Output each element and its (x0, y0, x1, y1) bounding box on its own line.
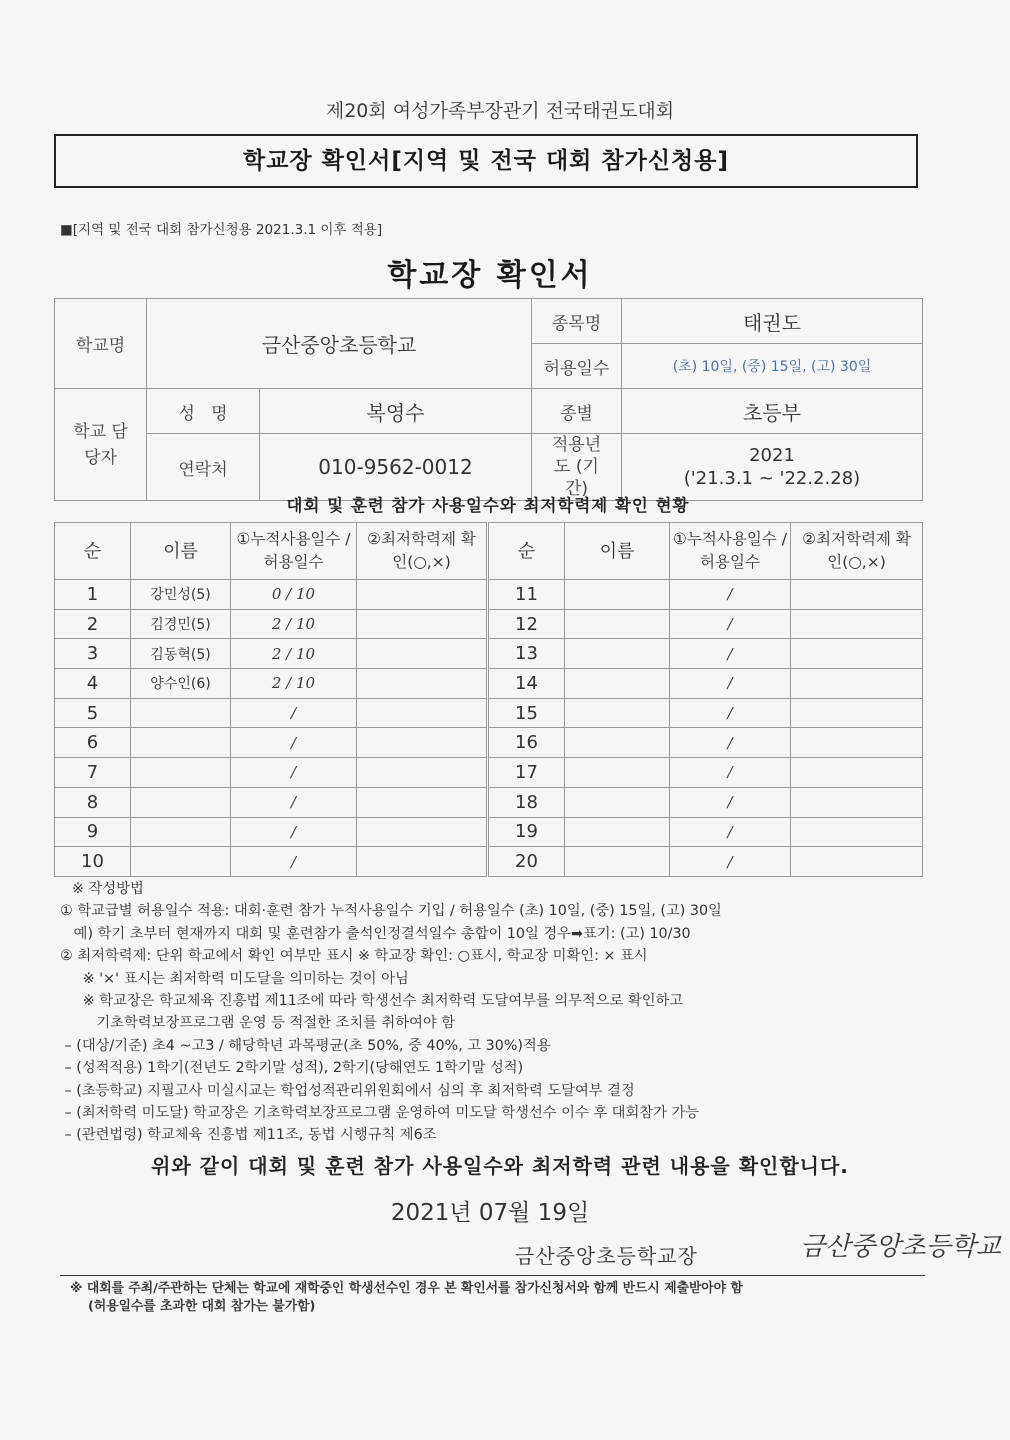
student-name (565, 609, 670, 639)
form-title-box: 학교장 확인서[지역 및 전국 대회 참가신청용] (54, 134, 918, 188)
academic-check (357, 787, 487, 817)
row-number: 5 (55, 698, 131, 728)
instruction-line: ※ 학교장은 학교체육 진흥법 제11조에 따라 학생선수 최저학력 도달여부를 의무적으로 확인하고 (60, 993, 684, 1010)
contact-value: 010-9562-0012 (260, 434, 532, 501)
academic-check (357, 817, 487, 847)
table-row (489, 728, 923, 758)
name-label: 성 명 (147, 389, 260, 434)
table-row (489, 580, 923, 610)
principal-title: 금산중앙초등학교장 (515, 1244, 698, 1268)
academic-check (791, 847, 923, 877)
academic-check (791, 609, 923, 639)
row-number: 7 (55, 758, 131, 788)
row-number: 13 (489, 639, 565, 669)
row-number: 16 (489, 728, 565, 758)
instruction-line: – (초등학교) 지필고사 미실시교는 학업성적관리위원회에서 심의 후 최저학력 도달여부 결정 (60, 1082, 635, 1099)
header-name: 이름 (131, 523, 231, 580)
academic-check (357, 728, 487, 758)
academic-check (357, 580, 487, 610)
days-used: / (670, 639, 791, 669)
days-used: / (670, 817, 791, 847)
row-number: 8 (55, 787, 131, 817)
table-row (55, 817, 487, 847)
academic-check (791, 580, 923, 610)
document-title: 학교장 확인서 (387, 258, 593, 293)
allowed-days-label: 허용일수 (532, 344, 622, 389)
academic-check (791, 728, 923, 758)
applicability-notice: ■[지역 및 전국 대회 참가신청용 2021.3.1 이후 적용] (60, 222, 383, 238)
student-name (565, 847, 670, 877)
student-name (131, 698, 231, 728)
student-name (565, 817, 670, 847)
table-row (55, 787, 487, 817)
school-info-table (54, 298, 923, 501)
table-row (55, 669, 487, 699)
divider (60, 1275, 925, 1276)
principal-signature: 금산중앙초등학교 (800, 1232, 1001, 1262)
section-title: 대회 및 훈련 참가 사용일수와 최저학력제 확인 현황 (286, 496, 690, 515)
table-row (489, 787, 923, 817)
table-row (489, 669, 923, 699)
manager-label: 학교 담당자 (55, 389, 147, 501)
footnote (70, 1280, 743, 1316)
days-used: / (670, 728, 791, 758)
days-used: / (231, 698, 357, 728)
days-used: / (670, 609, 791, 639)
table-row (55, 609, 487, 639)
period-value: ('21.3.1 ~ '22.2.28) (683, 468, 861, 489)
school-label: 학교명 (55, 299, 147, 389)
days-used: / (670, 847, 791, 877)
table-row (55, 698, 487, 728)
days-used: 2 / 10 (231, 639, 357, 669)
days-used: / (231, 728, 357, 758)
student-name (131, 728, 231, 758)
row-number: 20 (489, 847, 565, 877)
days-used: / (670, 758, 791, 788)
issue-date: 2021년 07월 19일 (390, 1200, 590, 1226)
header-name: 이름 (565, 523, 670, 580)
student-name (565, 698, 670, 728)
row-number: 18 (489, 787, 565, 817)
instruction-line: – (성적적용) 1학기(전년도 2학기말 성적), 2학기(당해연도 1학기말 성적) (60, 1060, 524, 1077)
row-number: 10 (55, 847, 131, 877)
row-number: 9 (55, 817, 131, 847)
header-days: ①누적사용일수 /허용일수 (231, 523, 357, 580)
row-number: 3 (55, 639, 131, 669)
days-used: / (670, 698, 791, 728)
name-value: 복영수 (260, 389, 532, 434)
year-cell (622, 434, 923, 501)
year-label: 적용년도 (기간) (532, 434, 622, 501)
academic-check (791, 698, 923, 728)
table-row (489, 847, 923, 877)
header-no: 순 (489, 523, 565, 580)
category-label: 종별 (532, 389, 622, 434)
student-name (131, 758, 231, 788)
table-row (55, 847, 487, 877)
days-used: / (231, 787, 357, 817)
category-value: 초등부 (622, 389, 923, 434)
days-used: 0 / 10 (231, 580, 357, 610)
days-used: / (670, 787, 791, 817)
table-row (489, 758, 923, 788)
footnote-line: ※ 대회를 주최/주관하는 단체는 학교에 재학중인 학생선수인 경우 본 확인서를 참가신청서와 함께 반드시 제출받아야 함 (70, 1281, 743, 1296)
instructions-heading: ※ 작성방법 (72, 881, 144, 897)
academic-check (791, 758, 923, 788)
academic-check (791, 639, 923, 669)
row-number: 4 (55, 669, 131, 699)
academic-check (357, 758, 487, 788)
instruction-line: ② 최저학력제: 단위 학교에서 확인 여부만 표시 ※ 학교장 확인: ○표시, 학교장 미확인: × 표시 (60, 948, 648, 965)
academic-check (357, 698, 487, 728)
participants-table-left (54, 522, 487, 877)
student-name (131, 847, 231, 877)
instruction-line: – (최저학력 미도달) 학교장은 기초학력보장프로그램 운영하여 미도달 학생선수 이수 후 대회참가 가능 (60, 1105, 700, 1122)
student-name (565, 787, 670, 817)
days-used: 2 / 10 (231, 609, 357, 639)
table-row (55, 580, 487, 610)
academic-check (357, 609, 487, 639)
table-row (489, 639, 923, 669)
student-name: 양수인(6) (131, 669, 231, 699)
header-no: 순 (55, 523, 131, 580)
academic-check (357, 669, 487, 699)
student-name (565, 669, 670, 699)
days-used: / (231, 817, 357, 847)
row-number: 6 (55, 728, 131, 758)
table-row (489, 698, 923, 728)
student-name: 김동혁(5) (131, 639, 231, 669)
row-number: 19 (489, 817, 565, 847)
days-used: / (231, 847, 357, 877)
academic-check (791, 787, 923, 817)
row-number: 12 (489, 609, 565, 639)
instruction-line: – (대상/기준) 초4 ~고3 / 해당학년 과목평균(초 50%, 중 40%, 고 30%)적용 (60, 1037, 551, 1054)
days-used: / (670, 669, 791, 699)
instruction-line: 예) 학기 초부터 현재까지 대회 및 훈련참가 출석인정결석일수 총합이 10일 경우➡표기: (고) 10/30 (60, 925, 691, 942)
row-number: 1 (55, 580, 131, 610)
student-name (565, 728, 670, 758)
instruction-line: ※ '×' 표시는 최저학력 미도달을 의미하는 것이 아님 (60, 970, 409, 987)
row-number: 15 (489, 698, 565, 728)
header-check: ②최저학력제 확인(○,×) (357, 523, 487, 580)
table-row (55, 758, 487, 788)
table-row (489, 817, 923, 847)
row-number: 14 (489, 669, 565, 699)
instruction-line: 기초학력보장프로그램 운영 등 적절한 조치를 취하여야 함 (60, 1015, 456, 1032)
academic-check (357, 847, 487, 877)
student-name (565, 758, 670, 788)
table-row (55, 639, 487, 669)
instructions-lines (60, 900, 930, 1146)
confirmation-statement: 위와 같이 대회 및 훈련 참가 사용일수와 최저학력 관련 내용을 확인합니다. (151, 1154, 849, 1178)
event-label: 종목명 (532, 299, 622, 344)
academic-check (357, 639, 487, 669)
days-used: / (670, 580, 791, 610)
row-number: 11 (489, 580, 565, 610)
days-used: 2 / 10 (231, 669, 357, 699)
event-value: 태권도 (622, 299, 923, 344)
footnote-line: (허용일수를 초과한 대회 참가는 불가함) (88, 1299, 316, 1314)
year-value: 2021 (749, 445, 795, 466)
table-row (55, 728, 487, 758)
academic-check (791, 669, 923, 699)
header-check: ②최저학력제 확인(○,×) (791, 523, 923, 580)
header-days: ①누적사용일수 /허용일수 (670, 523, 791, 580)
instruction-line: ① 학교급별 허용일수 적용: 대회·훈련 참가 누적사용일수 기입 / 허용일수 (초) 10일, (중) 15일, (고) 30일 (60, 903, 722, 920)
student-name (565, 580, 670, 610)
participants-table-right (488, 522, 923, 877)
student-name (131, 787, 231, 817)
school-name: 금산중앙초등학교 (147, 299, 532, 389)
row-number: 17 (489, 758, 565, 788)
table-row (489, 609, 923, 639)
academic-check (791, 817, 923, 847)
contact-label: 연락처 (147, 434, 260, 501)
allowed-days-value: (초) 10일, (중) 15일, (고) 30일 (622, 344, 923, 389)
student-name: 김경민(5) (131, 609, 231, 639)
student-name (565, 639, 670, 669)
instructions (60, 878, 930, 1147)
instruction-line: – (관련법령) 학교체육 진흥법 제11조, 동법 시행규칙 제6조 (60, 1127, 437, 1144)
days-used: / (231, 758, 357, 788)
row-number: 2 (55, 609, 131, 639)
event-title: 제20회 여성가족부장관기 전국태권도대회 (325, 100, 675, 122)
student-name: 강민성(5) (131, 580, 231, 610)
student-name (131, 817, 231, 847)
